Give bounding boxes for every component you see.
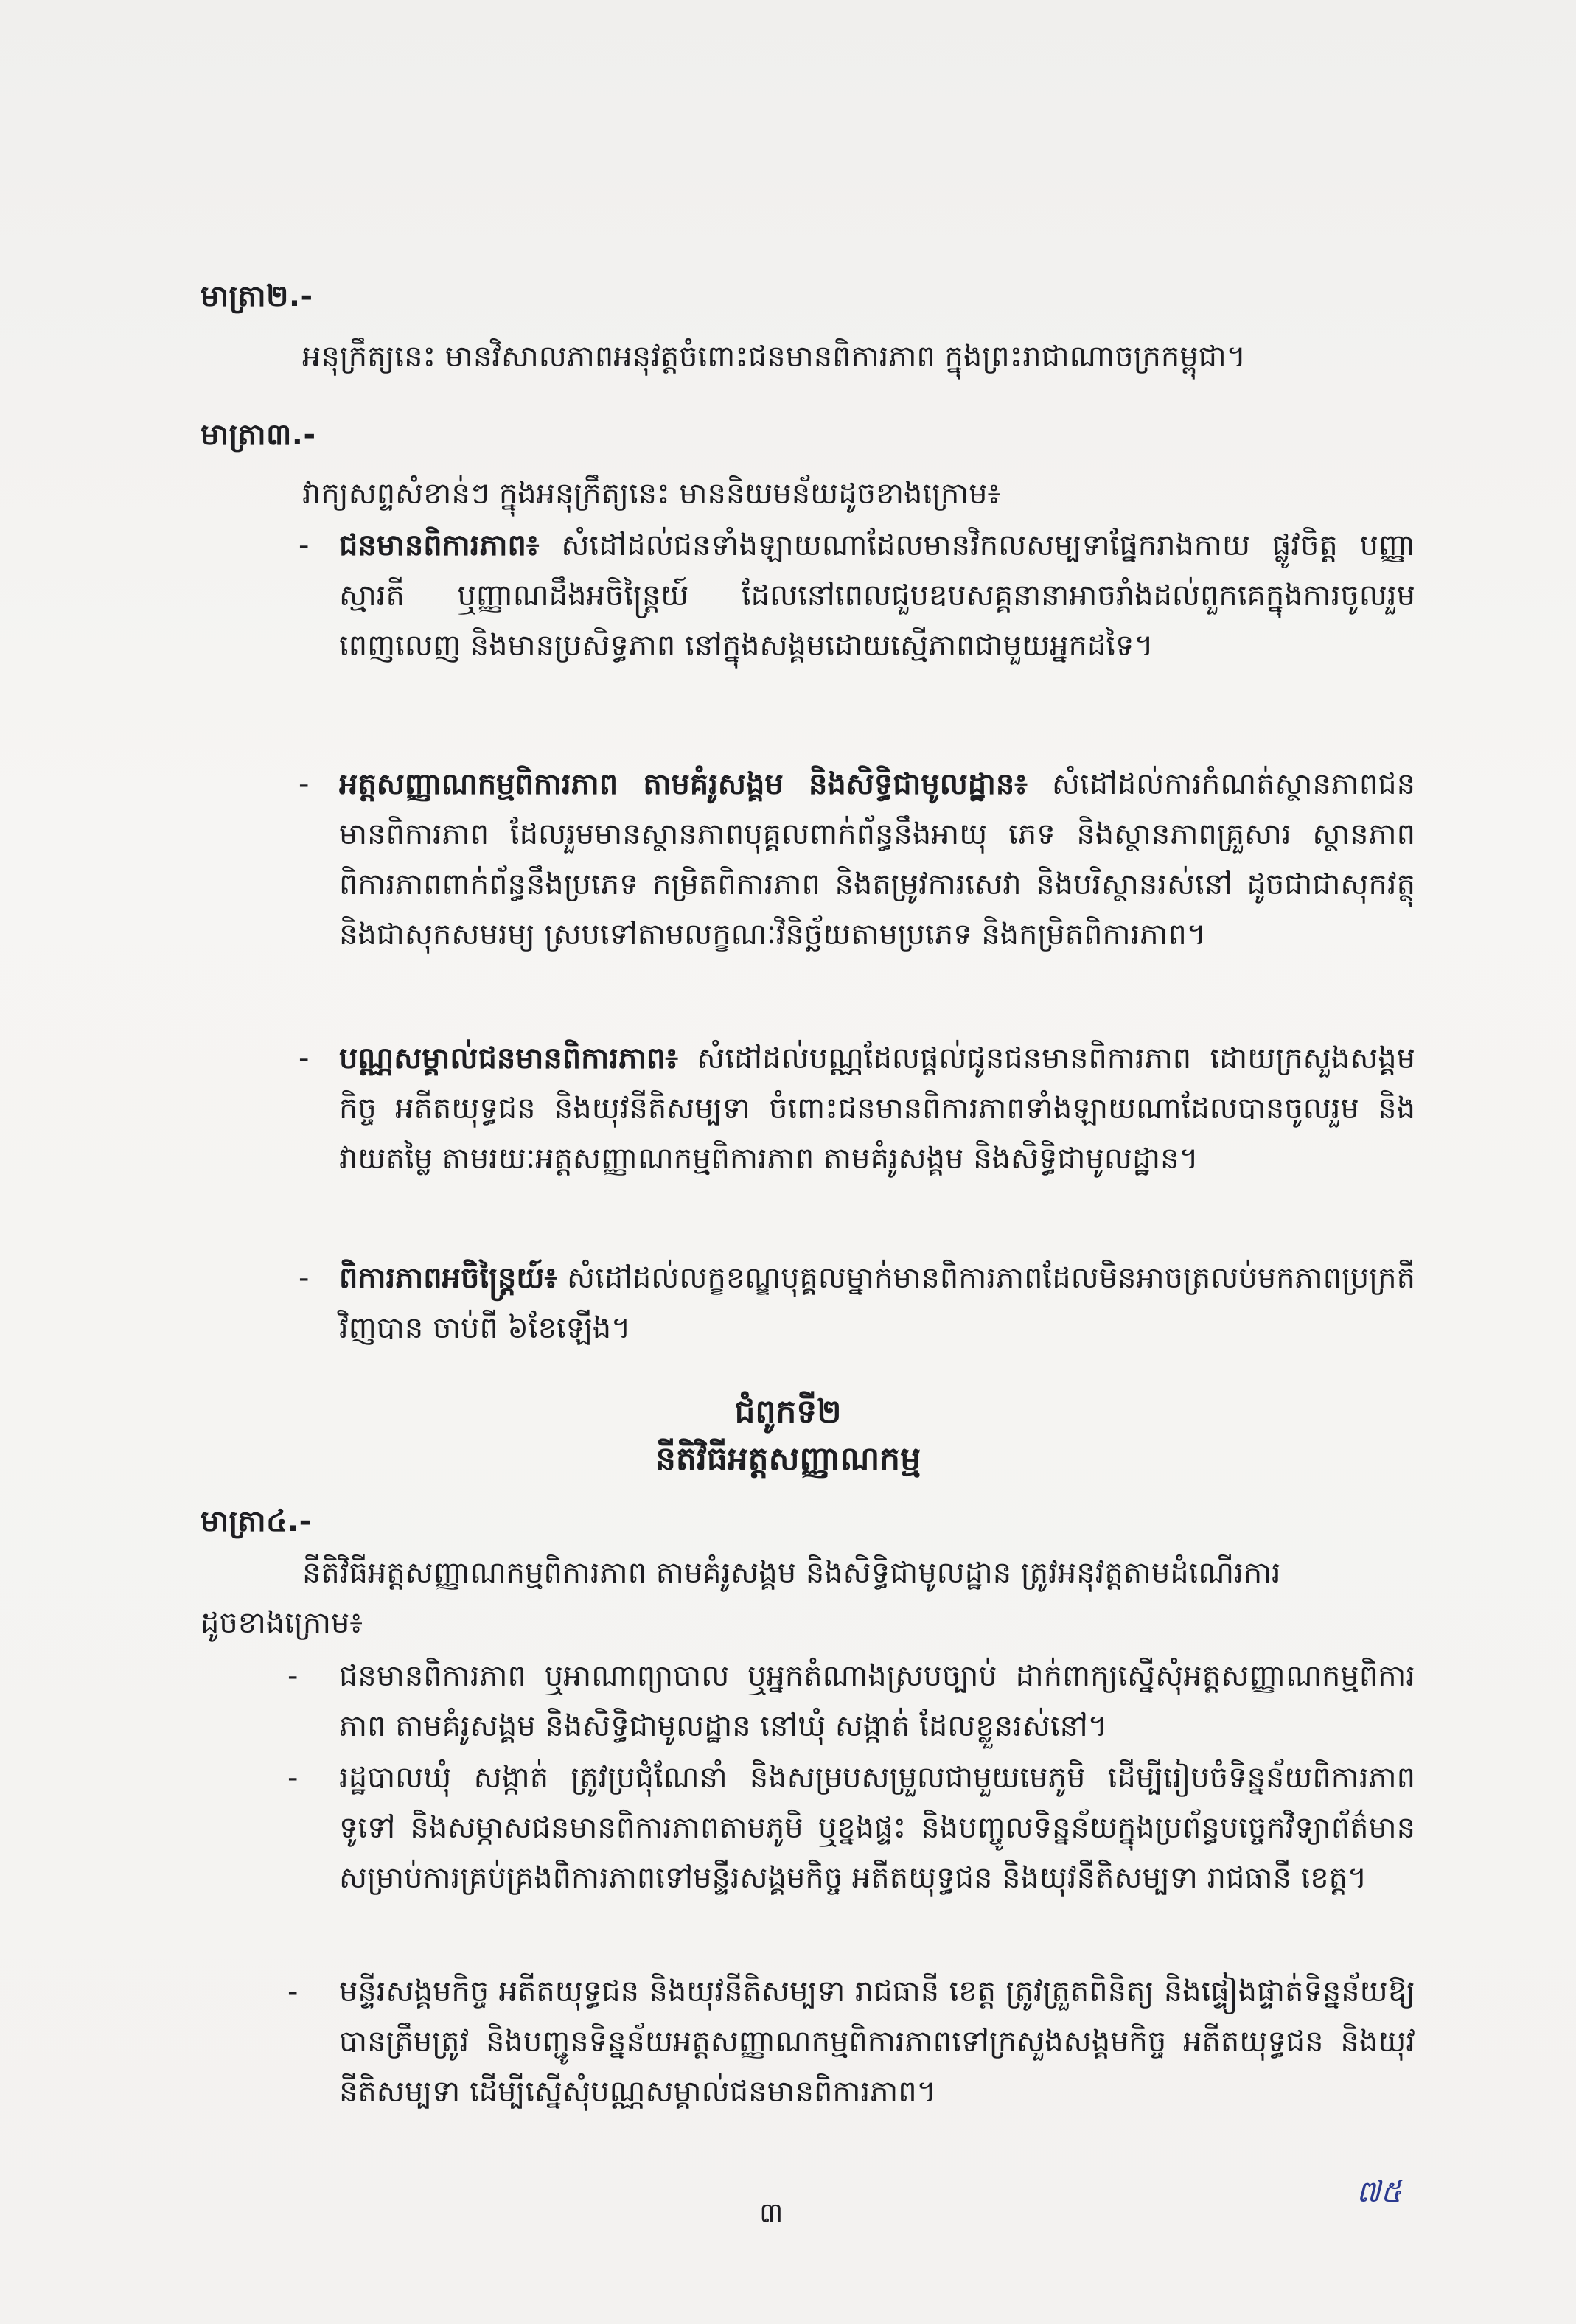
article-4-intro-line-2: ដូចខាងក្រោម៖ xyxy=(201,1606,363,1640)
definition-term: ពិការភាពអចិន្ត្រៃយ៍៖ xyxy=(339,1261,558,1295)
bullet-dash: - xyxy=(299,528,310,562)
procedure-item: ជនមានពិការភាព ឬអាណាព្យាបាល ឬអ្នកតំណាងស្របច្បាប់ ដាក់ពាក្យស្នើសុំអត្តសញ្ញាណកម្មពិការភាព តាមគំរូសង្គម និងសិទ្ធិជាមូលដ្ឋាន នៅឃុំ សង្កាត់ ដែលខ្លួនរស់នៅ។ xyxy=(339,1659,1415,1743)
definition-text: សំដៅដល់ជនទាំងឡាយណាដែលមានវិកលសម្បទាផ្នែករាងកាយ ផ្លូវចិត្ត បញ្ញាស្មារតី ឬញ្ញាណដឹងអចិន្ត្រៃយ៍ ដែលនៅពេលជួបឧបសគ្គនានាអាចរាំងដល់ពួកគេក្នុងការចូលរួមពេញលេញ និងមានប្រសិទ្ធភាព នៅក្នុងសង្គមដោយស្មើភាពជាមួយអ្នកដទៃ។ xyxy=(339,528,1415,663)
bullet-dash: - xyxy=(287,1761,299,1795)
chapter-title: នីតិវិធីអត្តសញ្ញាណកម្ម xyxy=(655,1440,921,1478)
definition-text: សំដៅដល់ការកំណត់ស្ថានភាពជនមានពិការភាព ដែលរួមមានស្ថានភាពបុគ្គលពាក់ព័ន្ធនឹងអាយុ ភេទ និងស្ថានភាពគ្រួសារ ស្ថានភាពពិការភាពពាក់ព័ន្ធនឹងប្រភេទ កម្រិតពិការភាព និងតម្រូវការសេវា និងបរិស្ថានរស់នៅ ដូចជាជាសុកវត្ថុ និងជាសុកសមរម្យ ស្របទៅតាមលក្ខណៈវិនិច្ឆ័យតាមប្រភេទ និងកម្រិតពិការភាព។ xyxy=(339,767,1415,952)
article-4-heading: មាត្រា៤.- xyxy=(201,1504,312,1538)
definition-item xyxy=(339,759,1415,960)
definition-item xyxy=(339,520,1415,671)
chapter-number: ជំពូកទី២ xyxy=(734,1393,842,1431)
definition-term: ជនមានពិការភាព៖ xyxy=(339,528,540,562)
article-2-heading: មាត្រា២.- xyxy=(201,279,313,313)
procedure-item: មន្ទីរសង្គមកិច្ច អតីតយុទ្ធជន និងយុវនីតិសម្បទា រាជធានី ខេត្ត ត្រូវត្រួតពិនិត្យ និងផ្ទៀងផ្ទាត់ទិន្នន័យឱ្យបានត្រឹមត្រូវ និងបញ្ជូនទិន្នន័យអត្តសញ្ញាណកម្មពិការភាពទៅក្រសួងសង្គមកិច្ច អតីតយុទ្ធជន និងយុវនីតិសម្បទា ដើម្បីស្នើសុំបណ្ណសម្គាល់ជនមានពិការភាព។ xyxy=(339,1975,1415,2109)
definition-term: បណ្ណសម្គាល់ជនមានពិការភាព៖ xyxy=(339,1041,678,1075)
bullet-dash: - xyxy=(299,1261,310,1295)
article-3-heading: មាត្រា៣.- xyxy=(201,418,316,452)
article-2-text: អនុក្រឹត្យនេះ មានវិសាលភាពអនុវត្តចំពោះជនមានពិការភាព ក្នុងព្រះរាជាណាចក្រកម្ពុជា។ xyxy=(302,340,1246,374)
bullet-dash: - xyxy=(299,1041,310,1075)
article-3-intro: វាក្យសព្ទសំខាន់ៗ ក្នុងអនុក្រឹត្យនេះ មាននិយមន័យដូចខាងក្រោម៖ xyxy=(302,477,1001,511)
definition-text: សំដៅដល់បណ្ណដែលផ្តល់ជូនជនមានពិការភាព ដោយក្រសួងសង្គមកិច្ច អតីតយុទ្ធជន និងយុវនីតិសម្បទា ចំពោះជនមានពិការភាពទាំងឡាយណាដែលបានចូលរួម និងវាយតម្លៃ តាមរយៈអត្តសញ្ញាណកម្មពិការភាព តាមគំរូសង្គម និងសិទ្ធិជាមូលដ្ឋាន។ xyxy=(339,1041,1415,1176)
handwritten-page-number: ៧៥ xyxy=(1356,2175,1402,2209)
definition-item xyxy=(339,1253,1415,1353)
bullet-dash: - xyxy=(299,767,310,801)
article-4-intro-line-1: នីតិវិធីអត្តសញ្ញាណកម្មពិការភាព តាមគំរូសង្គម និងសិទ្ធិជាមូលដ្ឋាន ត្រូវអនុវត្តតាមដំណើរការ xyxy=(302,1556,1281,1590)
procedure-item: រដ្ឋបាលឃុំ សង្កាត់ ត្រូវប្រជុំណែនាំ និងសម្របសម្រួលជាមួយមេភូមិ ដើម្បីរៀបចំទិន្នន័យពិការភាពទូទៅ និងសម្ភាសជនមានពិការភាពតាមភូមិ ឬខ្នងផ្ទះ និងបញ្ចូលទិន្នន័យក្នុងប្រព័ន្ធបច្ចេកវិទ្យាព័ត៌មាន សម្រាប់ការគ្រប់គ្រងពិការភាពទៅមន្ទីរសង្គមកិច្ច អតីតយុទ្ធជន និងយុវនីតិសម្បទា រាជធានី ខេត្ត។ xyxy=(339,1761,1415,1895)
definition-term: អត្តសញ្ញាណកម្មពិការភាព តាមគំរូសង្គម និងសិទ្ធិជាមូលដ្ឋាន៖ xyxy=(339,767,1028,801)
definition-item xyxy=(339,1033,1415,1184)
page-number: ៣ xyxy=(759,2196,784,2229)
definition-text: សំដៅដល់លក្ខខណ្ឌបុគ្គលម្នាក់មានពិការភាពដែលមិនអាចត្រលប់មកភាពប្រក្រតីវិញបាន ចាប់ពី ៦ខែឡើង។ xyxy=(339,1261,1415,1345)
bullet-dash: - xyxy=(287,1659,299,1693)
bullet-dash: - xyxy=(287,1975,299,2009)
